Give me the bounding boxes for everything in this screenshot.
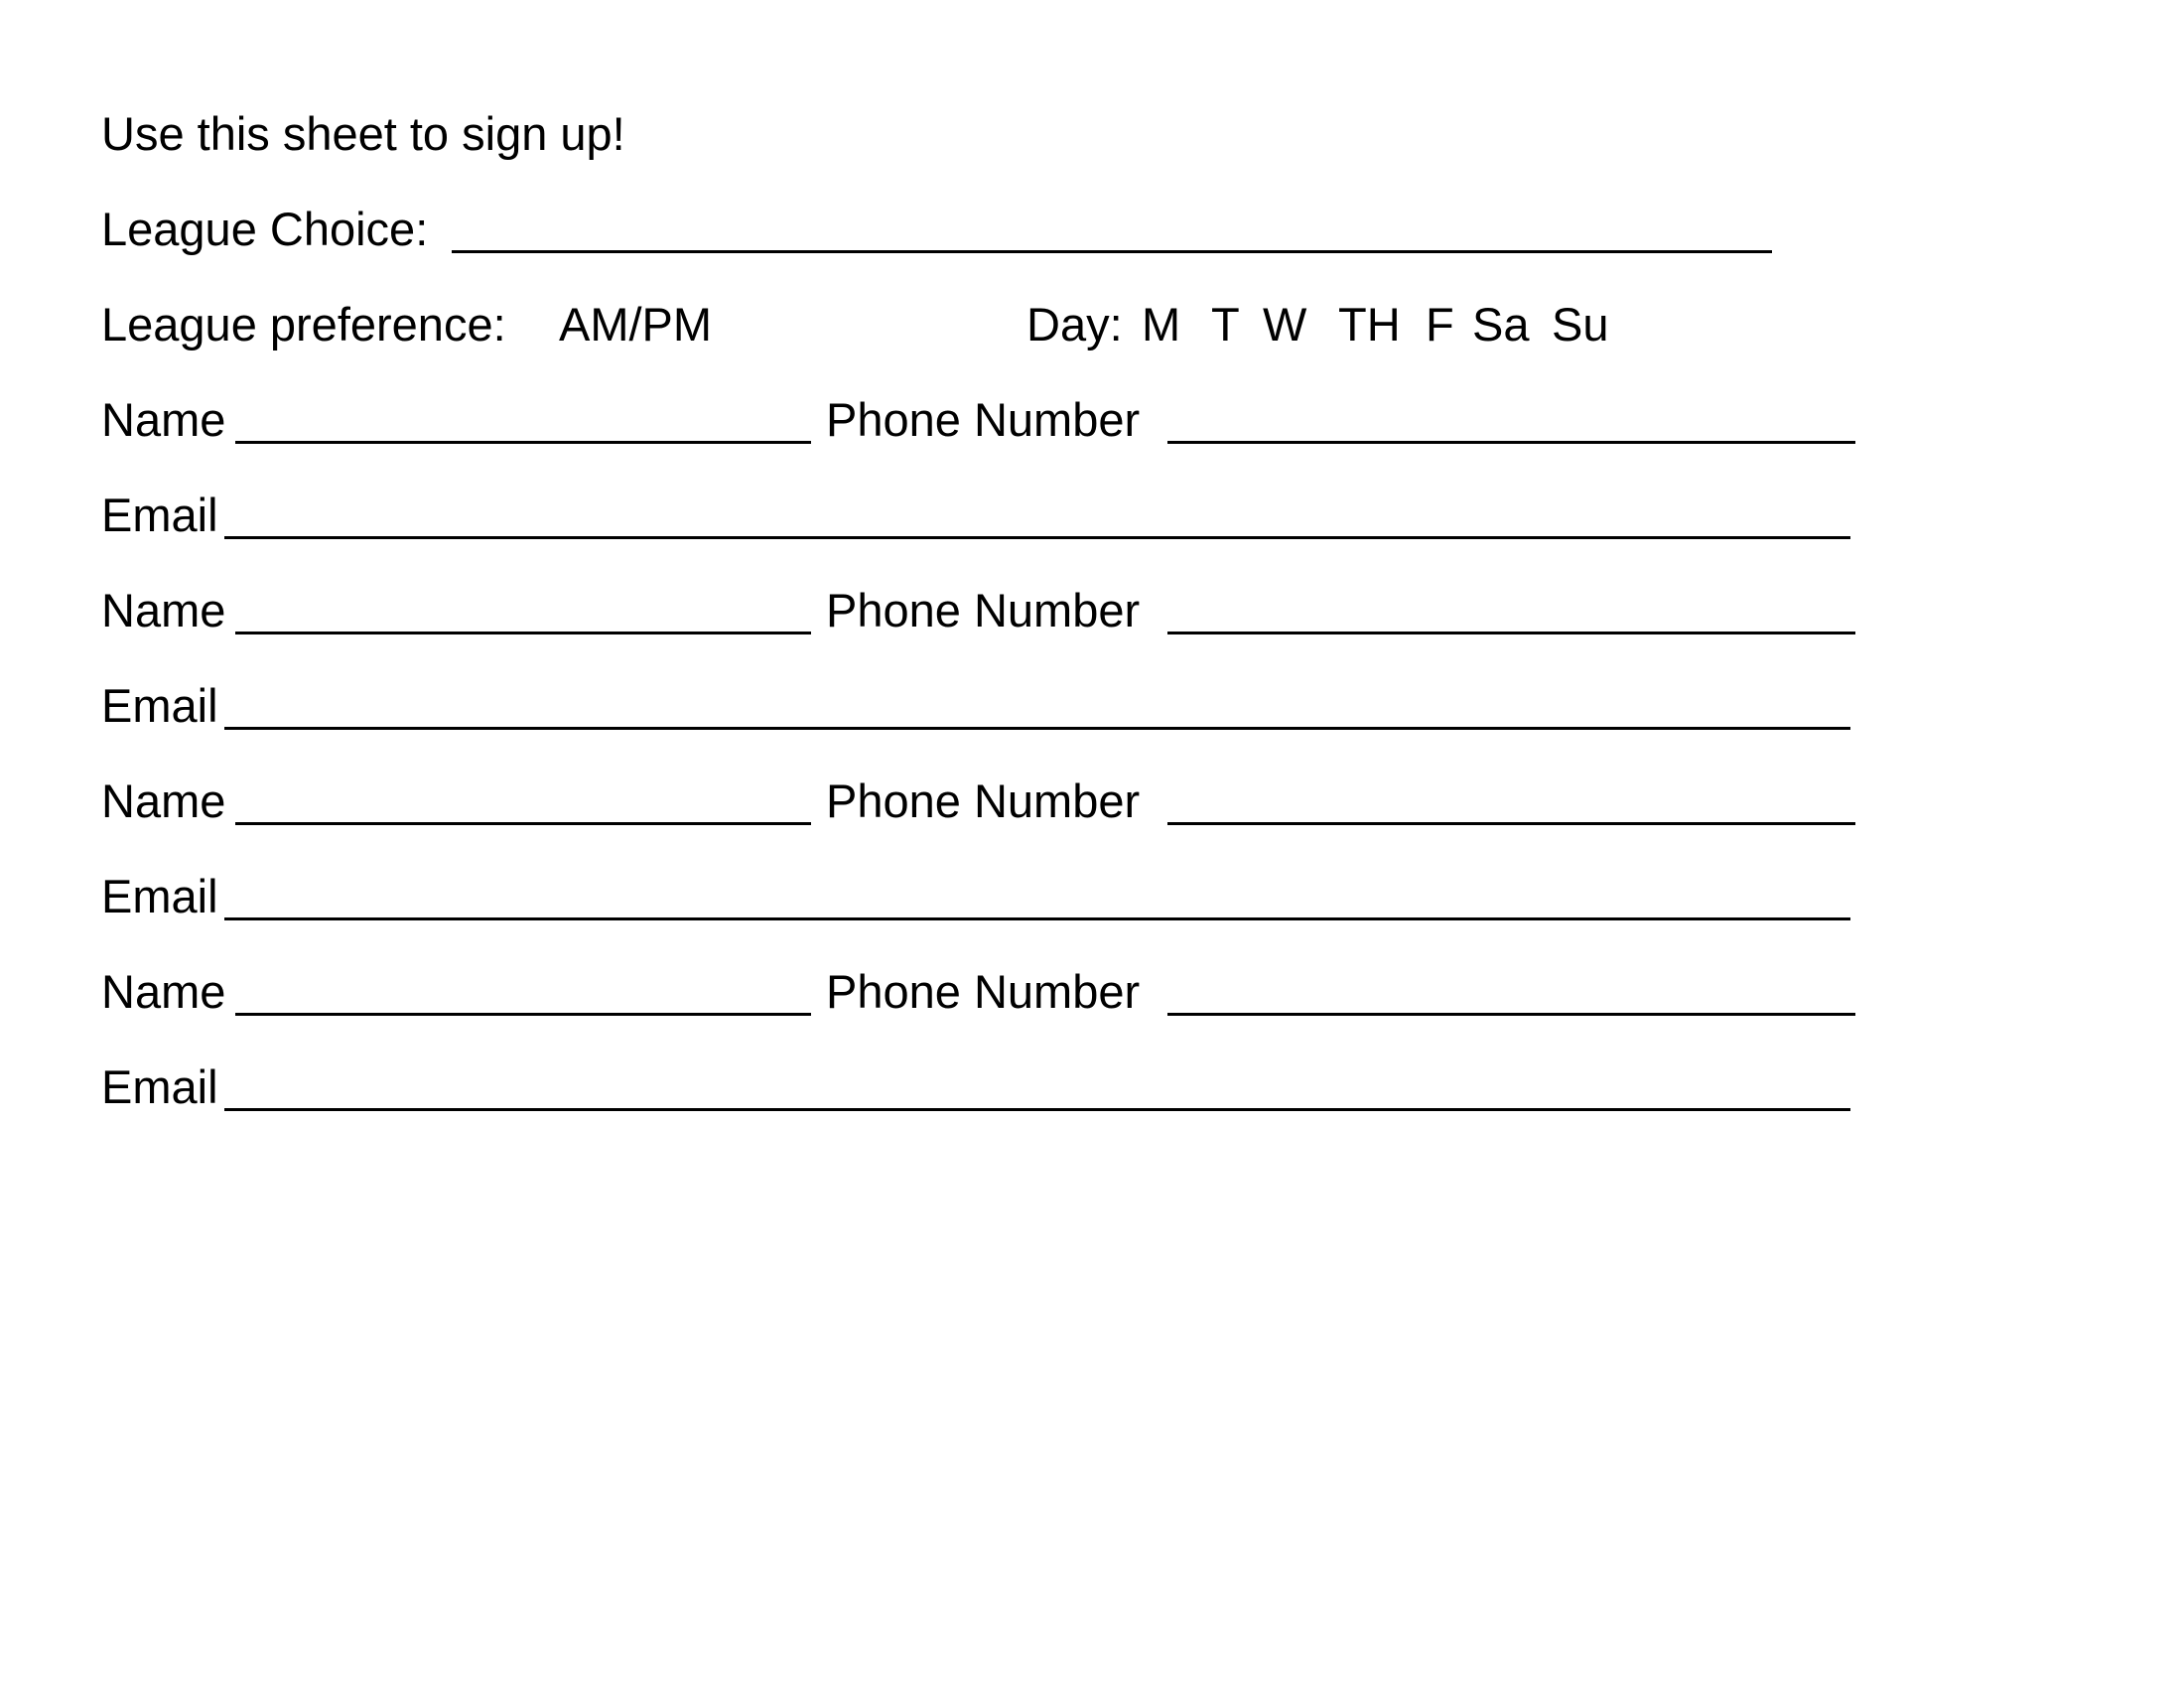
day-option-t[interactable]: T: [1211, 298, 1240, 351]
email-field[interactable]: [224, 536, 1850, 539]
name-label: Name: [101, 584, 226, 636]
phone-field[interactable]: [1167, 632, 1855, 634]
phone-label: Phone Number: [826, 965, 1141, 1018]
page-heading: Use this sheet to sign up!: [101, 107, 625, 160]
name-field[interactable]: [235, 632, 811, 634]
day-label: Day:: [1026, 298, 1123, 351]
name-label: Name: [101, 965, 226, 1018]
phone-field[interactable]: [1167, 441, 1855, 444]
name-label: Name: [101, 393, 226, 446]
day-option-sa[interactable]: Sa: [1472, 298, 1530, 351]
league-choice-label: League Choice:: [101, 203, 429, 255]
league-preference-label: League preference:: [101, 298, 506, 351]
day-option-th[interactable]: TH: [1338, 298, 1401, 351]
email-field[interactable]: [224, 1108, 1850, 1111]
email-label: Email: [101, 489, 218, 541]
email-label: Email: [101, 1060, 218, 1113]
name-field[interactable]: [235, 441, 811, 444]
day-option-m[interactable]: M: [1142, 298, 1181, 351]
day-option-su[interactable]: Su: [1552, 298, 1609, 351]
day-option-w[interactable]: W: [1263, 298, 1307, 351]
name-field[interactable]: [235, 1013, 811, 1016]
name-field[interactable]: [235, 822, 811, 825]
phone-field[interactable]: [1167, 822, 1855, 825]
league-choice-field[interactable]: [452, 250, 1772, 253]
name-label: Name: [101, 774, 226, 827]
email-field[interactable]: [224, 917, 1850, 920]
email-label: Email: [101, 870, 218, 922]
email-field[interactable]: [224, 727, 1850, 730]
email-label: Email: [101, 679, 218, 732]
league-preference-options[interactable]: AM/PM: [559, 298, 713, 351]
phone-label: Phone Number: [826, 584, 1141, 636]
phone-label: Phone Number: [826, 393, 1141, 446]
day-option-f[interactable]: F: [1426, 298, 1454, 351]
phone-field[interactable]: [1167, 1013, 1855, 1016]
phone-label: Phone Number: [826, 774, 1141, 827]
